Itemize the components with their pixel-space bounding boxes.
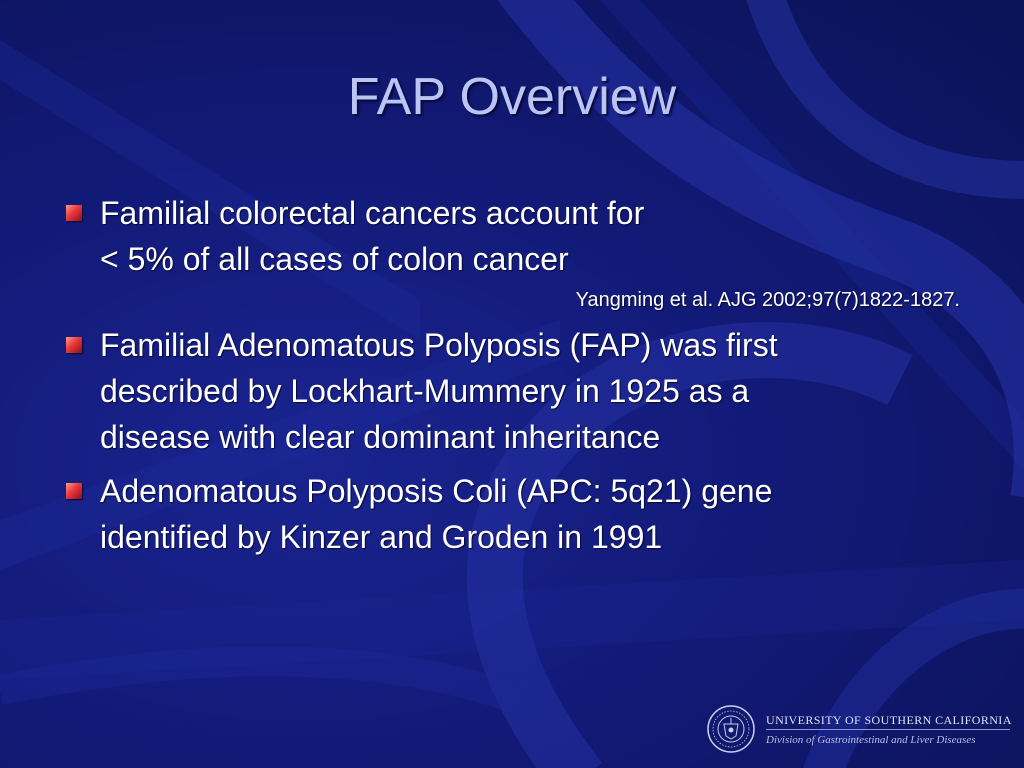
- bullet-text-line: < 5% of all cases of colon cancer: [100, 241, 569, 277]
- bullet-text-line: Familial colorectal cancers account for: [100, 195, 645, 231]
- bullet-fap-description: [62, 322, 962, 460]
- bullet-text-line: identified by Kinzer and Groden in 1991: [100, 519, 663, 555]
- bullet-square-icon: [66, 205, 82, 221]
- bullet-text-line: described by Lockhart-Mummery in 1925 as a: [100, 373, 750, 409]
- bullet-square-icon: [66, 483, 82, 499]
- university-seal-icon: [706, 704, 756, 754]
- bullet-square-icon: [66, 337, 82, 353]
- bullet-list: [62, 190, 962, 560]
- bullet-familial-colorectal: [62, 190, 962, 314]
- bullet-text-line: Adenomatous Polyposis Coli (APC: 5q21) gene: [100, 473, 773, 509]
- slide-title: FAP Overview: [347, 68, 677, 126]
- logo-divider: [766, 729, 1010, 730]
- bullet-text-line: Familial Adenomatous Polyposis (FAP) was first: [100, 327, 778, 363]
- usc-logo: [706, 704, 1016, 756]
- division-name: Division of Gastrointestinal and Liver Diseases: [766, 734, 976, 746]
- bullet-apc-gene: [62, 468, 962, 560]
- bullet-text-line: disease with clear dominant inheritance: [100, 419, 661, 455]
- citation: Yangming et al. AJG 2002;97(7)1822-1827.: [575, 289, 960, 311]
- institution-name: UNIVERSITY OF SOUTHERN CALIFORNIA: [766, 713, 1012, 727]
